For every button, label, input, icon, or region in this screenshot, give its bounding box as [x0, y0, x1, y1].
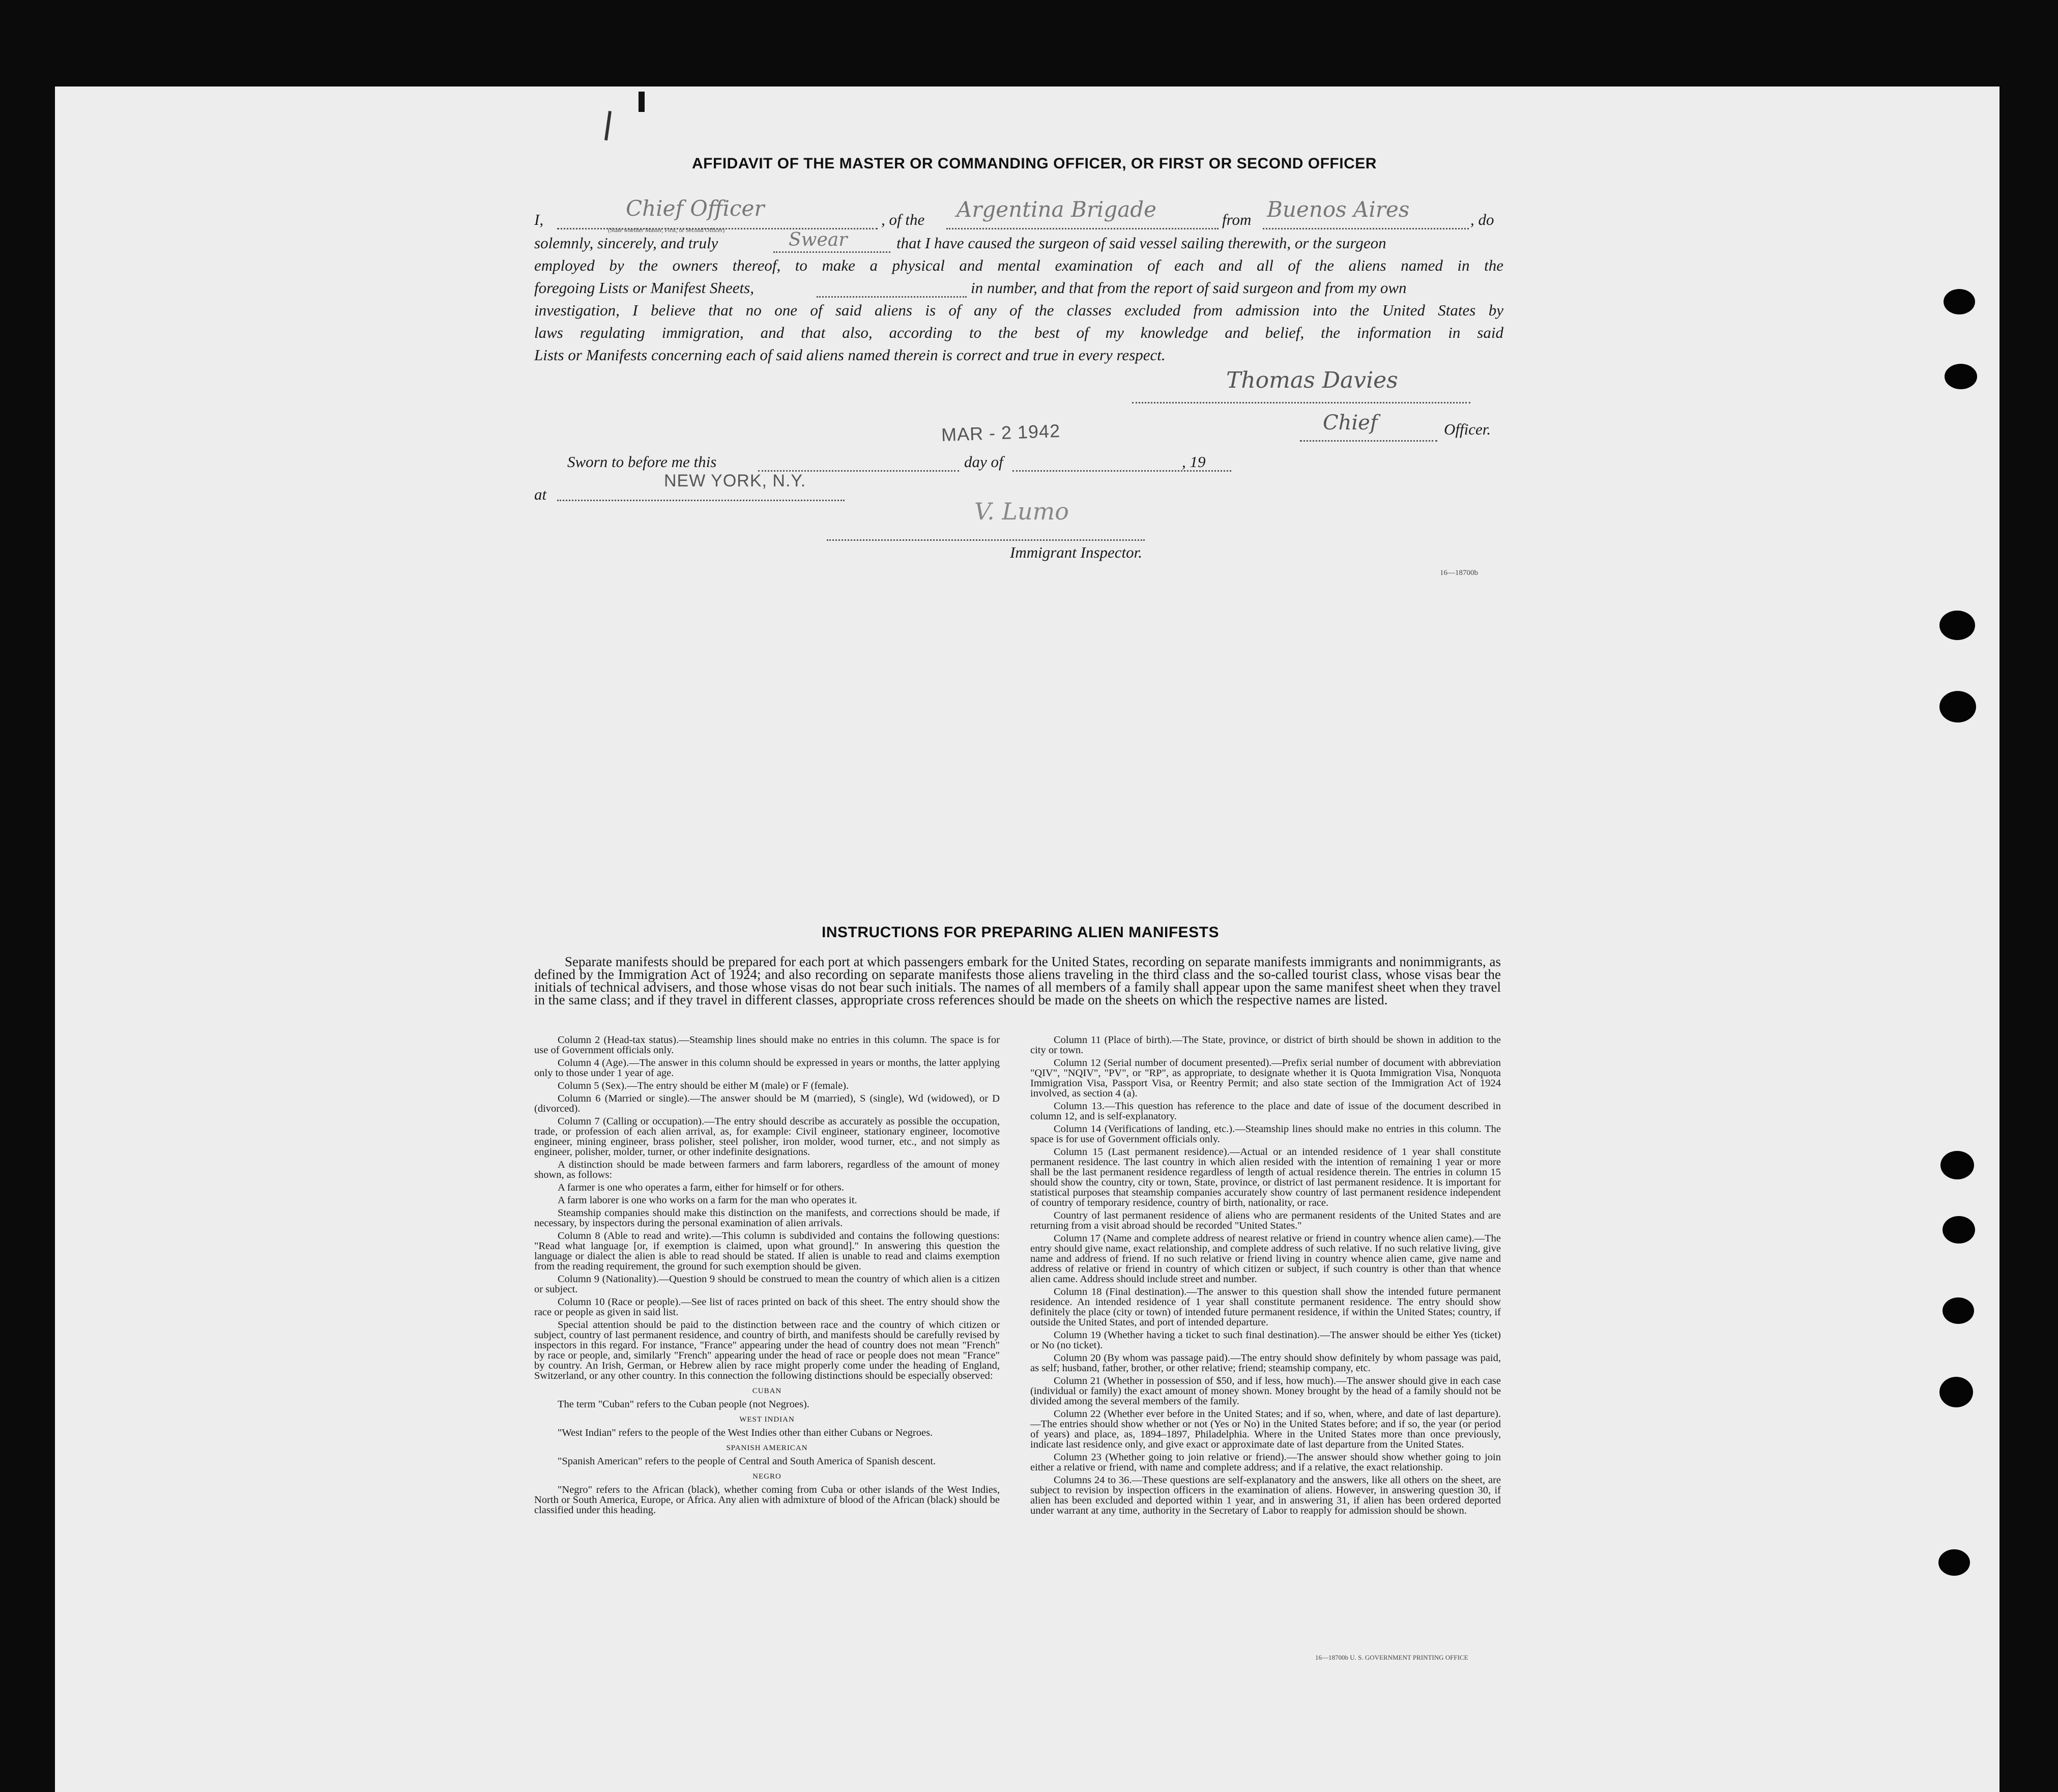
instruction-item: Column 2 (Head-tax status).—Steamship lines should make no entries in this column. The space is for use of Government officials only. — [534, 1034, 1000, 1056]
instructions-intro: Separate manifests should be prepared for each port at which passengers embark for the United States, recording on separate manifests immigrants and nonimmigrants, as defined by the Immigration Act of 1924; and also recording on separate manifests those aliens traveling in the third class and the so-called tourist class, whose visas bear the initials of technical advisers, and those whose visas do not bear such initials. The names of all members of a family shall appear upon the same manifest sheet when they travel in the same class; and if they travel in different classes, appropriate cross references should be made on the sheets on which the respective names are listed. — [534, 954, 1501, 1007]
affidavit-line-7: Lists or Manifests concerning each of said aliens named therein is correct and true in every respect. — [534, 346, 1166, 364]
form-number: 16—18700b — [1440, 569, 1478, 577]
spanish-american-heading: SPANISH AMERICAN — [726, 1444, 808, 1452]
punch-hole — [1938, 1549, 1970, 1576]
instruction-item: Columns 24 to 36.—These questions are self-explanatory and the answers, like all others on the sheet, are subject to revision by inspection officers in the examination of aliens. However, in answering question 30, if alien has been excluded and deported within 1 year, and in answering 31, if alien has been ordered deported under warrant at any time, authority in the Secretary of Labor to reapply for admission should be shown. — [1030, 1475, 1501, 1516]
instruction-item: Column 9 (Nationality).—Question 9 should be construed to mean the country of which alien is a citizen or subject. — [534, 1274, 1000, 1295]
place-stamp: NEW YORK, N.Y. — [664, 471, 806, 490]
instruction-item: Column 22 (Whether ever before in the United States; and if so, when, where, and date of last departure).—The entries should show whether or not (Yes or No) in the United States before; and if so, the year (or period of years) and place, as, 1894–1897, Philadelphia. Where in the United States more than once previously, indicate last residence only, and give exact or approximate date of last departure from the United States. — [1030, 1408, 1501, 1450]
punch-hole — [1943, 1297, 1974, 1324]
sworn-line: Sworn to before me this day of , 19 — [567, 451, 1254, 473]
punch-hole — [1940, 1151, 1974, 1179]
instruction-item: Steamship companies should make this distinction on the manifests, and corrections should be made, if necessary, by inspectors during the personal examination of alien arrivals. — [534, 1207, 1000, 1229]
instruction-item: Country of last permanent residence of aliens who are permanent residents of the United States and are returning from a visit abroad should be recorded "United States." — [1030, 1210, 1501, 1231]
punch-hole — [1939, 1377, 1973, 1407]
instruction-item: Column 7 (Calling or occupation).—The entry should describe as accurately as possible the occupation, trade, or profession of each alien arrival, as, for example: Civil engineer, stationary engineer, locomotive engineer, mining engineer, brass polisher, steel polisher, iron molder, wood turner, etc., and not simply as engineer, polisher, molder, turner, or other indefinite designations. — [534, 1116, 1000, 1158]
west-indian-text: "West Indian" refers to the people of the West Indies other than either Cubans or Negroes. — [558, 1427, 933, 1438]
affidavit-line-5: investigation, I believe that no one of said aliens is of any of the classes excluded from admission into the United States by — [534, 301, 1503, 319]
instruction-item: Column 15 (Last permanent residence).—Actual or an intended residence of 1 year shall constitute permanent residence. The last country in which alien resided with the intention of remaining 1 year or more shall be the last permanent residence regardless of length of actual residence therein. The entries in column 15 should show the country, city or town, State, province, or district of last permanent residence. It is important for statistical purposes that steamship companies accurately show country of last permanent residence independent of country of temporary residence, country of birth, nationality, or race. — [1030, 1146, 1501, 1208]
swear-handwriting: Swear — [789, 229, 848, 250]
cuban-heading: CUBAN — [752, 1387, 782, 1395]
instruction-item: Column 6 (Married or single).—The answer should be M (married), S (single), Wd (widowed), or D (divorced). — [534, 1093, 1000, 1114]
affidavit-line-3: employed by the owners thereof, to make a physical and mental examination of each and all of the aliens named in the — [534, 256, 1503, 274]
punch-hole — [1943, 1216, 1975, 1244]
punch-hole — [1944, 289, 1975, 314]
instructions-title: INSTRUCTIONS FOR PREPARING ALIEN MANIFESTS — [822, 924, 1220, 941]
instruction-item: Special attention should be paid to the distinction between race and the country of which citizen or subject, country of last permanent residence, and country of birth, and manifests should be carefully revised by inspectors in this regard. For instance, "France" appearing under the head of country does not mean "French" by race or people, and, similarly "French" appearing under the head of race or people does not mean "France" by country. An Irish, German, or Hebrew alien by race might properly come under the heading of England, Switzerland, or any other country. In this connection the following distinctions should be especially observed: — [534, 1319, 1000, 1381]
margin-mark — [639, 92, 645, 112]
affidavit-line-6: laws regulating immigration, and that also, according to the best of my knowledge and belief, the information in said — [534, 324, 1503, 341]
printing-office-footer: 16—18700b U. S. GOVERNMENT PRINTING OFFICE — [1315, 1654, 1468, 1661]
officer-note: (State whether Master, First, or Second Officer) — [608, 226, 725, 234]
officer-signature: Thomas Davies — [1226, 367, 1398, 393]
instruction-item: A farm laborer is one who works on a farm for the man who operates it. — [558, 1195, 857, 1206]
instruction-item: Column 5 (Sex).—The entry should be either M (male) or F (female). — [558, 1080, 849, 1091]
punch-hole — [1939, 691, 1976, 722]
instructions-left-column — [534, 1035, 1000, 1518]
affidavit-line-1: I, Chief Officer , of the Argentina Brigade from Buenos Aires , do — [534, 196, 1494, 228]
vessel-name-handwriting: Argentina Brigade — [956, 197, 1156, 222]
inspector-line — [827, 524, 1145, 541]
officer-rank-handwriting: Chief Officer — [626, 196, 765, 221]
spanish-american-text: "Spanish American" refers to the people of Central and South America of Spanish descent. — [558, 1456, 936, 1467]
officer-label: Officer. — [1444, 420, 1491, 438]
affidavit-line-2: solemnly, sincerely, and truly Swear that I have caused the surgeon of said vessel sailing therewith, or the surgeon — [534, 229, 1386, 252]
instruction-item: Column 20 (By whom was passage paid).—The entry should show definitely by whom passage was paid, as self; husband, father, brother, or other relative; friend; steamship company, etc. — [1030, 1352, 1501, 1374]
instruction-item: Column 12 (Serial number of document presented).—Prefix serial number of document with abbreviation "QIV", "NQIV", "PV", or "RP", as appropriate, to designate whether it is Quota Immigration Visa, Nonquota Immigration Visa, Passport Visa, or Reentry Permit; and also state section of the Immigration Act of 1924 involved, as section 4 (a). — [1030, 1057, 1501, 1099]
west-indian-heading: WEST INDIAN — [739, 1415, 795, 1424]
instruction-item: Column 14 (Verifications of landing, etc.).—Steamship lines should make no entries in this column. The space is for use of Government officials only. — [1030, 1123, 1501, 1145]
instruction-item: Column 4 (Age).—The answer in this column should be expressed in years or months, the latter applying only to those under 1 year of age. — [534, 1057, 1000, 1079]
date-stamp: MAR - 2 1942 — [941, 420, 1061, 446]
instruction-item: Column 11 (Place of birth).—The State, province, or district of birth should be shown in addition to the city or town. — [1030, 1034, 1501, 1056]
negro-text: "Negro" refers to the African (black), whether coming from Cuba or other islands of the West Indies, North or South America, Europe, or Africa. Any alien with admixture of blood of the African (black) should be classified under this heading. — [534, 1484, 1000, 1516]
at-label: at — [534, 485, 547, 503]
cuban-text: The term "Cuban" refers to the Cuban people (not Negroes). — [558, 1399, 809, 1410]
instruction-item: Column 8 (Able to read and write).—This column is subdivided and contains the following questions: "Read what language [or, if exemption is claimed, upon what ground]." In answering this question the language or dialect the alien is able to read should be stated. If alien is unable to read and claims exemption from the reading requirement, the ground for such exemption should be given. — [534, 1230, 1000, 1272]
affidavit-title: AFFIDAVIT OF THE MASTER OR COMMANDING OFFICER, OR FIRST OR SECOND OFFICER — [692, 155, 1377, 172]
instruction-item: Column 23 (Whether going to join relative or friend).—The answer should show whether going to join either a relative or friend, with name and complete address; and if a relative, the exact relationship. — [1030, 1452, 1501, 1473]
instruction-item: Column 13.—This question has reference to the place and date of issue of the document described in column 12, and is self-explanatory. — [1030, 1101, 1501, 1122]
negro-heading: NEGRO — [752, 1472, 781, 1481]
instruction-item: A distinction should be made between farmers and farm laborers, regardless of the amount of money shown, as follows: — [534, 1159, 1000, 1180]
rank-handwriting: Chief — [1323, 411, 1378, 435]
instructions-right-column — [1030, 1035, 1501, 1518]
inspector-label: Immigrant Inspector. — [1010, 543, 1143, 561]
punch-hole — [1945, 364, 1977, 389]
instruction-item: Column 18 (Final destination).—The answer to this question shall show the intended future permanent residence. An intended residence of 1 year shall constitute permanent residence. The entry should show definitely the place (city or town) of intended future permanent residence, if within the United States; country, if outside the United States, and port of intended departure. — [1030, 1286, 1501, 1328]
instruction-item: Column 19 (Whether having a ticket to such final destination).—The answer should be either Yes (ticket) or No (no ticket). — [1030, 1329, 1501, 1351]
instruction-item: Column 17 (Name and complete address of nearest relative or friend in country whence alien came).—The entry should give name, exact relationship, and complete address of such relative. If no such relative living, give name and address of friend. If no such relative or friend living in country whence alien came, give name and address of relative or friend in country of which citizen or subject, if such country is other than that whence alien came. Address should include street and number. — [1030, 1233, 1501, 1285]
inspector-signature: V. Lumo — [974, 498, 1069, 525]
instruction-item: A farmer is one who operates a farm, either for himself or for others. — [558, 1182, 844, 1193]
affidavit-line-4: foregoing Lists or Manifest Sheets, in number, and that from the report of said surgeon and from my own — [534, 279, 1407, 297]
punch-hole — [1939, 611, 1975, 640]
instruction-item: Column 10 (Race or people).—See list of races printed on back of this sheet. The entry should show the race or people as given in said list. — [534, 1296, 1000, 1318]
port-handwriting: Buenos Aires — [1267, 197, 1410, 222]
instruction-item: Column 21 (Whether in possession of $50, and if less, how much).—The answer should give in each case (individual or family) the exact amount of money shown. Money brought by the head of a family should not be divided among the several members of the family. — [1030, 1375, 1501, 1407]
